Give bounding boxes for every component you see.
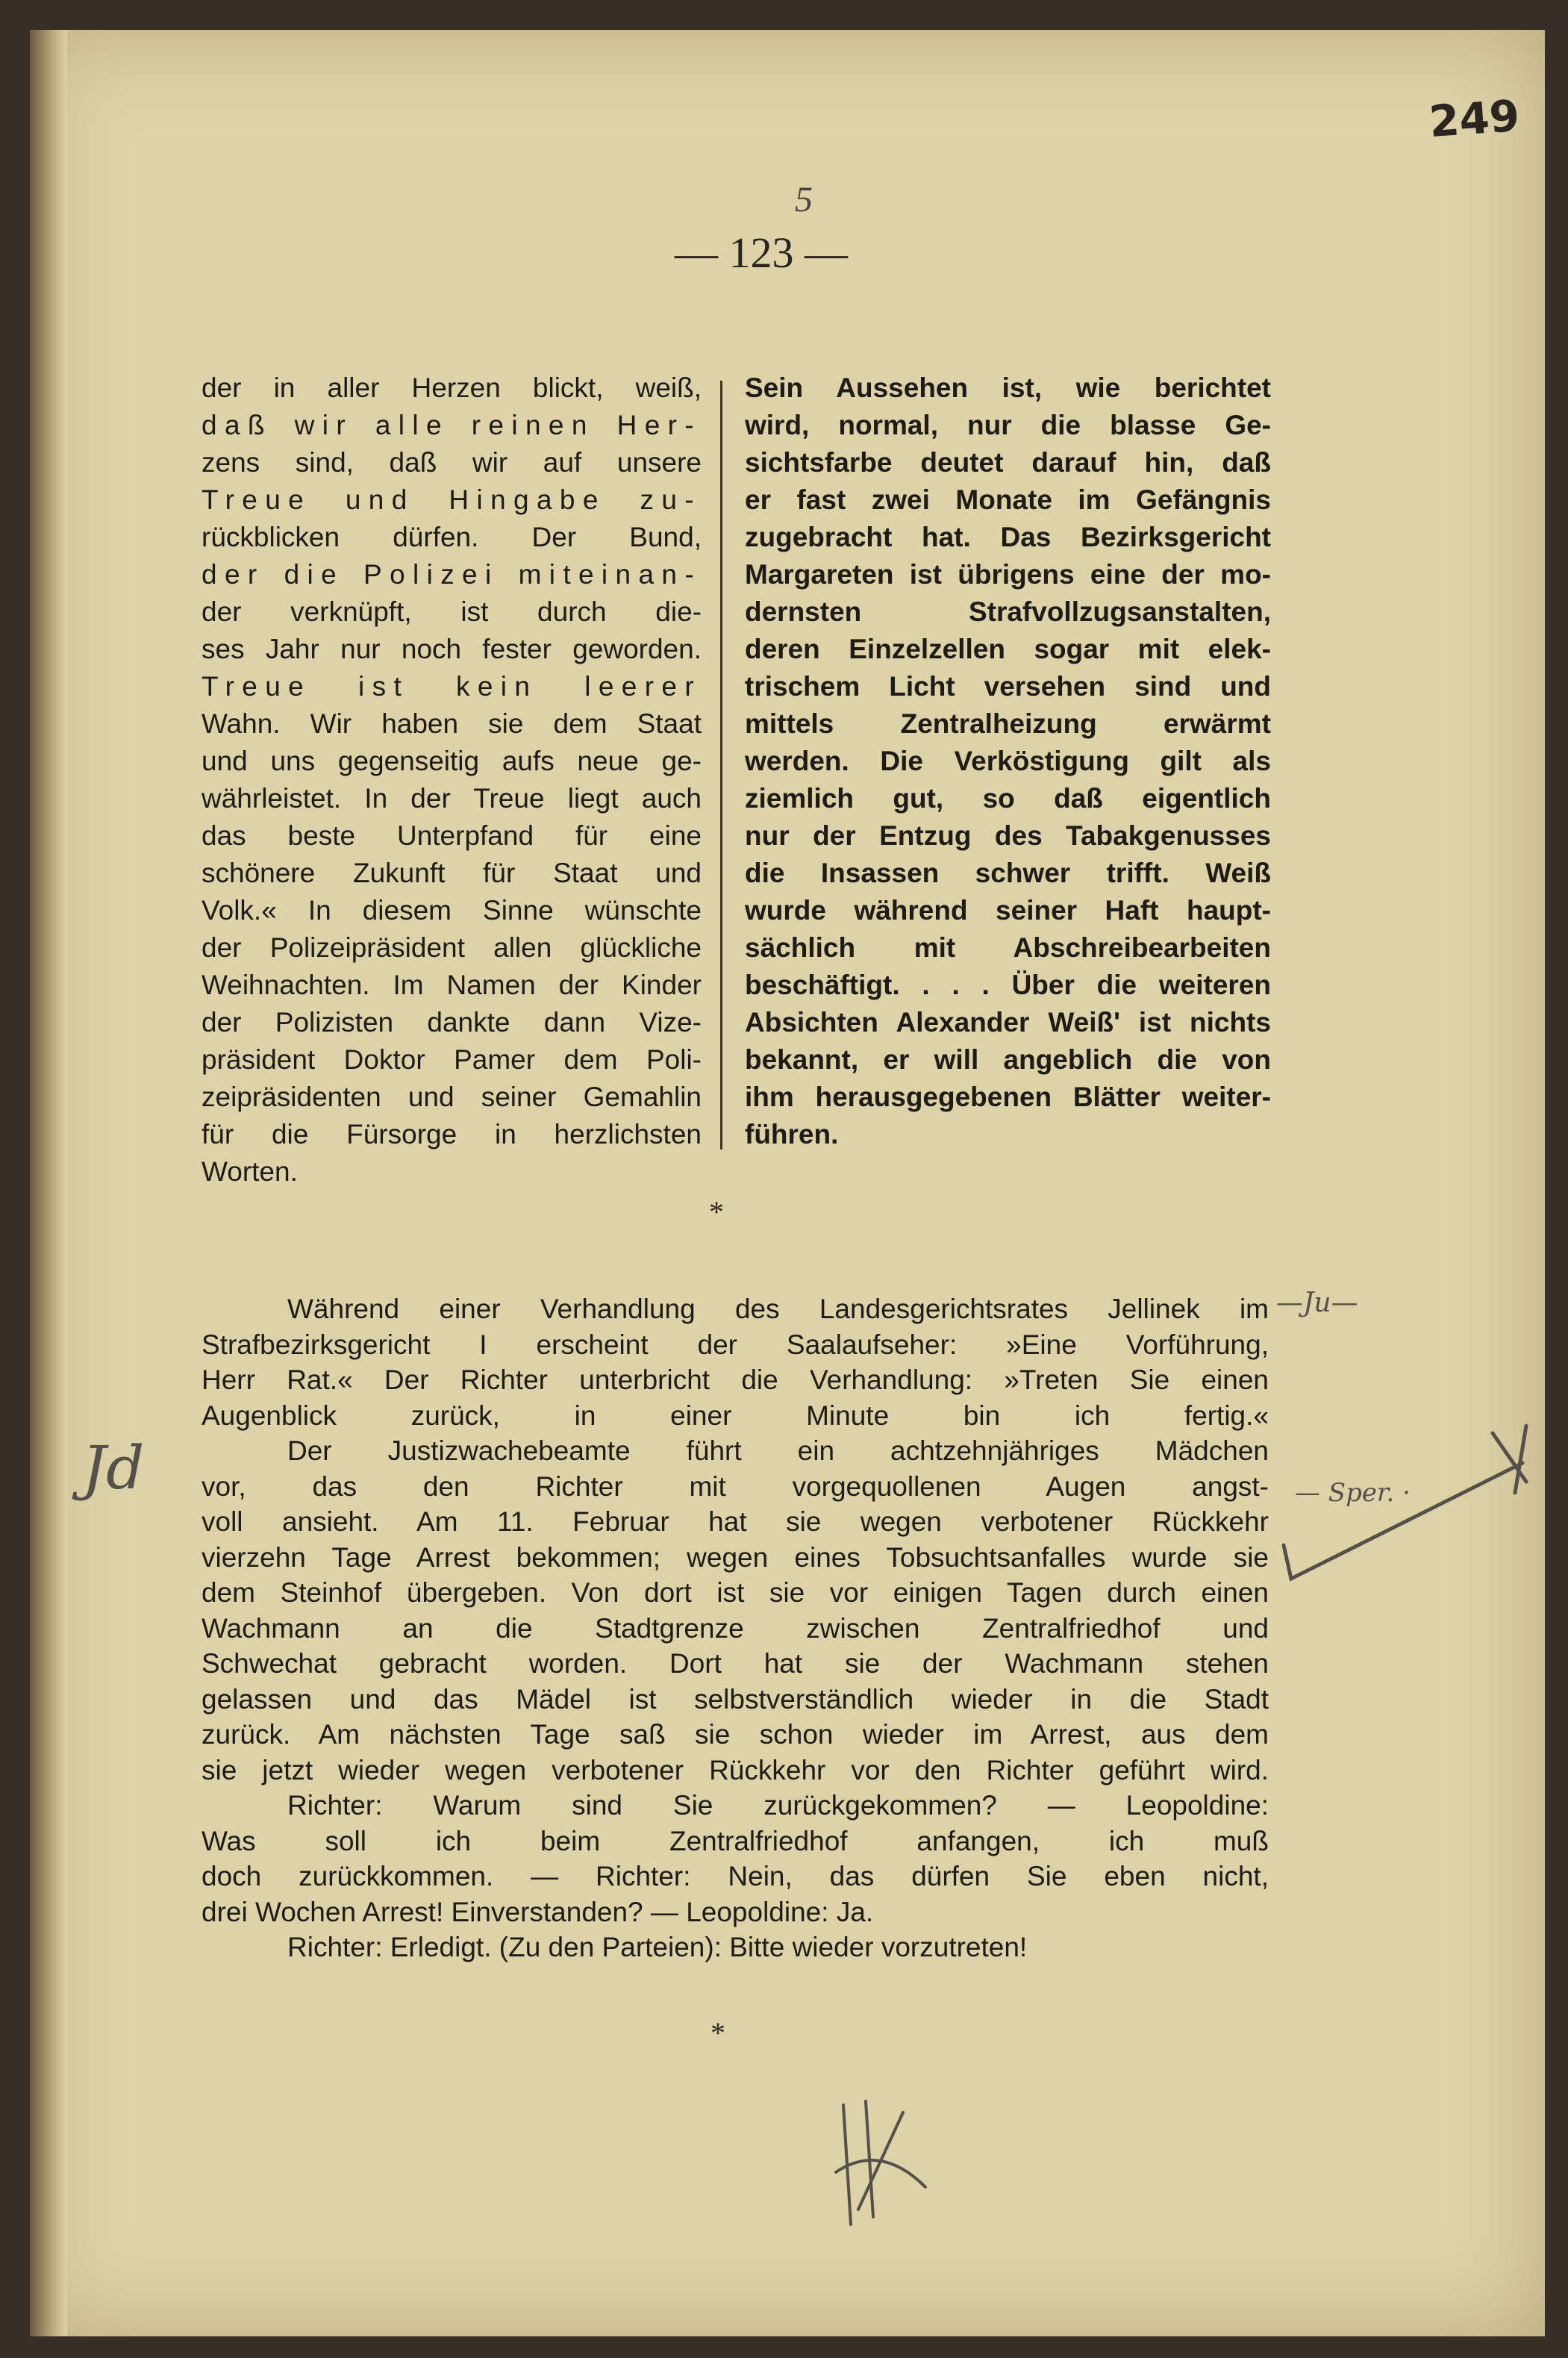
text-line: die Insassen schwer trifft. Weiß [745,858,1271,888]
text-line: nur der Entzug des Tabakgenusses [745,820,1271,851]
text-line: Was soll ich beim Zentralfriedhof anfangen, ich muß [202,1825,1269,1856]
text-line: deren Einzelzellen sogar mit elek- [745,634,1271,664]
text-line: für die Fürsorge in herzlichsten [202,1119,702,1150]
text-line: wurde während seiner Haft haupt- [745,895,1271,926]
text-line: gelassen und das Mädel ist selbstverständlich wieder in die Stadt [202,1683,1269,1715]
text-line: Richter: Erledigt. (Zu den Parteien): Bitte wieder vorzutreten! [287,1932,1028,1962]
text-line: werden. Die Verköstigung gilt als [745,746,1271,776]
text-line: Treue ist kein leerer [202,671,702,702]
text-line: präsident Doktor Pamer dem Poli- [202,1044,702,1075]
text-line: ziemlich gut, so daß eigentlich [745,783,1271,814]
text-line: ses Jahr nur noch fester geworden. [202,634,702,664]
text-line: mittels Zentralheizung erwärmt [745,708,1271,739]
text-line: dernsten Strafvollzugsanstalten, [745,596,1271,627]
text-line: zurück. Am nächsten Tage saß sie schon wieder im Arrest, aus dem [202,1719,1269,1750]
section-separator: * [710,2016,725,2050]
section-separator: * [709,1195,724,1229]
text-line: führen. [745,1119,839,1150]
text-line: der die Polizei miteinan- [202,559,702,590]
text-line: Worten. [202,1156,298,1187]
text-line: rückblicken dürfen. Der Bund, [202,522,702,552]
pencil-margin-note: Jd [82,1433,145,1503]
text-line: Während einer Verhandlung des Landesgerichtsrates Jellinek im [287,1294,1269,1324]
pencil-margin-note: —Ju— [1276,1288,1358,1318]
text-line: sie jetzt wieder wegen verbotener Rückkehr vor den Richter geführt wird. [202,1754,1269,1785]
text-line: Strafbezirksgericht I erscheint der Saalaufseher: »Eine Vorführung, [202,1329,1269,1360]
text-line: und uns gegenseitig aufs neue ge- [202,746,702,776]
text-line: doch zurückkommen. — Richter: Nein, das dürfen Sie eben nicht, [202,1861,1269,1891]
text-line: trischem Licht versehen sind und [745,671,1271,702]
text-line: Herr Rat.« Der Richter unterbricht die Verhandlung: »Treten Sie einen [202,1364,1269,1395]
left-column [202,369,702,1191]
text-line: Sein Aussehen ist, wie berichtet [745,372,1271,403]
text-line: Richter: Warum sind Sie zurückgekommen? — Leopoldine: [287,1790,1269,1821]
text-line: der verknüpft, ist durch die- [202,596,702,627]
text-line: schönere Zukunft für Staat und [202,858,702,888]
text-line: er fast zwei Monate im Gefängnis [745,484,1271,515]
pencil-mark: 5 [795,180,813,219]
text-line: bekannt, er will angeblich die von [745,1044,1271,1075]
text-line: der Polizeipräsident allen glückliche [202,932,702,963]
text-line: währleistet. In der Treue liegt auch [202,783,702,814]
text-line: zens sind, daß wir auf unsere [202,447,702,478]
text-line: Der Justizwachebeamte führt ein achtzehnjähriges Mädchen [287,1435,1269,1466]
pencil-margin-note: — Sper. · [1295,1478,1411,1508]
text-line: der Polizisten dankte dann Vize- [202,1007,702,1038]
text-line: daß wir alle reinen Her- [202,410,702,440]
text-line: beschäftigt. . . . Über die weiteren [745,970,1271,1000]
pencil-signature [821,2097,940,2232]
right-column [745,369,1271,1153]
text-line: vierzehn Tage Arrest bekommen; wegen eines Tobsuchtsanfalles wurde sie [202,1541,1269,1573]
text-line: ihm herausgegebenen Blätter weiter- [745,1082,1271,1112]
text-line: voll ansieht. Am 11. Februar hat sie wegen verbotener Rückkehr [202,1506,1269,1537]
text-line: sächlich mit Abschreibearbeiten [745,932,1271,963]
text-line: Absichten Alexander Weiß' ist nichts [745,1007,1271,1038]
text-line: Wahn. Wir haben sie dem Staat [202,708,702,739]
column-divider [720,381,722,1150]
text-line: Treue und Hingabe zu- [202,484,702,515]
text-line: Augenblick zurück, in einer Minute bin ich fertig.« [202,1400,1269,1431]
text-line: Wachmann an die Stadtgrenze zwischen Zentralfriedhof und [202,1612,1269,1644]
text-line: vor, das den Richter mit vorgequollenen Augen angst- [202,1470,1269,1502]
text-line: der in aller Herzen blickt, weiß, [202,372,702,403]
text-line: dem Steinhof übergeben. Von dort ist sie vor einigen Tagen durch einen [202,1577,1269,1608]
text-line: Weihnachten. Im Namen der Kinder [202,970,702,1000]
lower-section [202,1291,1269,1965]
page-number: — 123 — [675,228,848,277]
archive-number: 249 [1427,90,1522,148]
text-line: Volk.« In diesem Sinne wünschte [202,895,702,926]
book-spine [30,30,67,2336]
text-line: zeipräsidenten und seiner Gemahlin [202,1082,702,1112]
text-line: wird, normal, nur die blasse Ge- [745,410,1271,440]
text-line: drei Wochen Arrest! Einverstanden? — Leopoldine: Ja. [202,1896,874,1927]
page [30,30,1545,2336]
pencil-bracket-mark [1269,1411,1545,1582]
text-line: zugebracht hat. Das Bezirksgericht [745,522,1271,552]
text-line: sichtsfarbe deutet darauf hin, daß [745,447,1271,478]
text-line: das beste Unterpfand für eine [202,820,702,851]
text-line: Margareten ist übrigens eine der mo- [745,559,1271,590]
text-line: Schwechat gebracht worden. Dort hat sie der Wachmann stehen [202,1648,1269,1679]
